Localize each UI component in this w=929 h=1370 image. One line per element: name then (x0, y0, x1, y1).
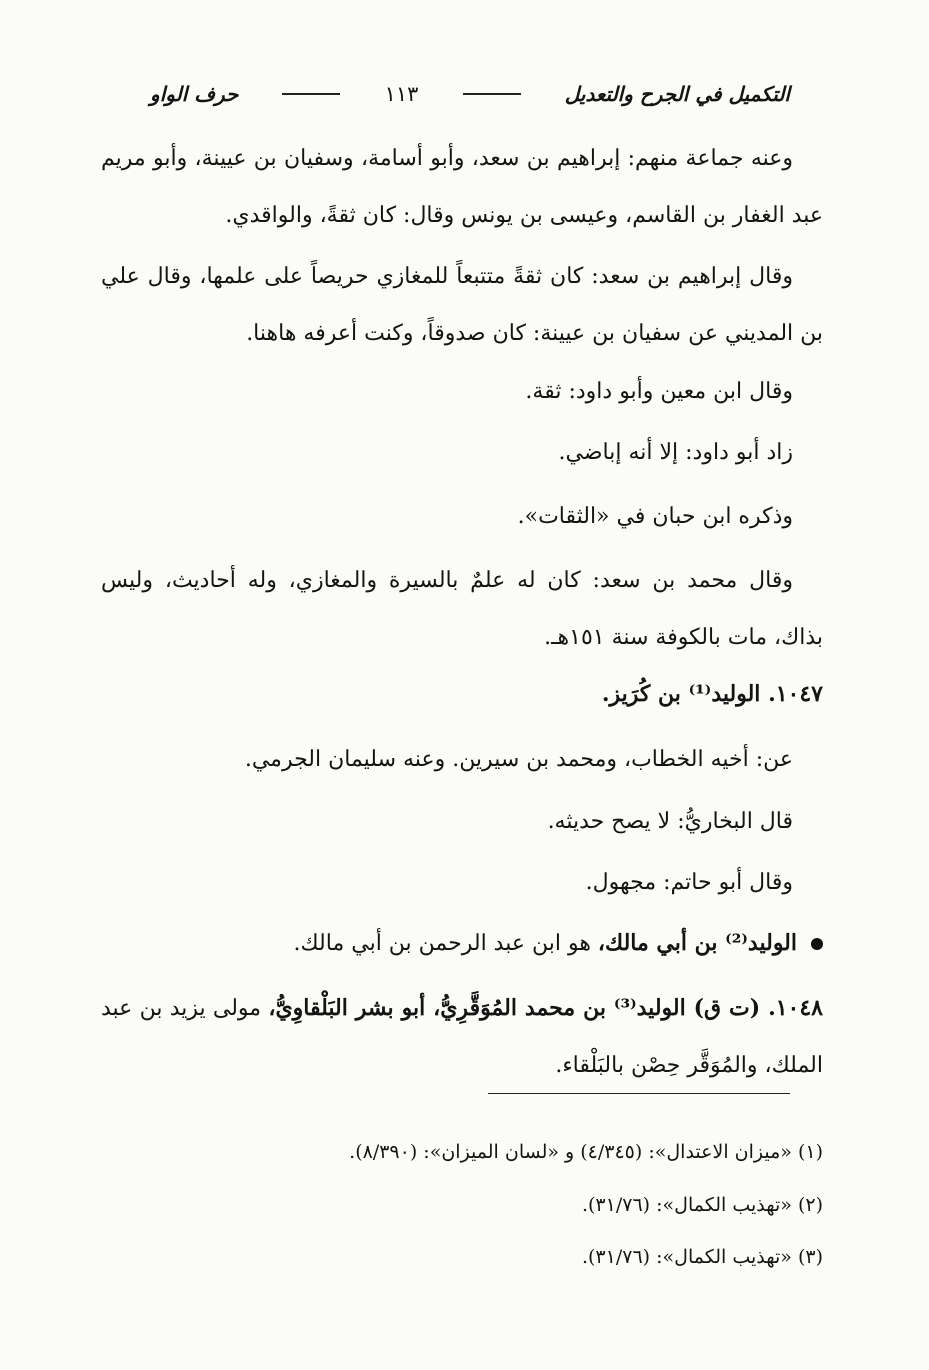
entry-1047-line-2 (101, 793, 823, 850)
book-title: التكميل في الجرح والتعديل (564, 82, 790, 106)
paragraph-content: وقال محمد بن سعد: كان له علمٌ بالسيرة والمغازي، وله أحاديث، وليس بذاك، مات بالكوفة سنة ١٥١هـ. (101, 568, 823, 650)
paragraph-text (101, 552, 823, 666)
entry-1047-heading (101, 666, 823, 723)
paragraph-6 (101, 552, 823, 666)
bullet-text: هو ابن عبد الرحمن بن أبي مالك. (293, 931, 598, 956)
footnote-1: (١) «ميزان الاعتدال»: (٤/٣٤٥) و «لسان الميزان»: (٨/٣٩٠). (349, 1141, 823, 1163)
entry-paragraph (101, 980, 823, 1094)
bullet-entry (101, 915, 823, 972)
bullet-title: الوليد⁽²⁾ بن أبي مالك، (597, 930, 797, 956)
bullet-icon (811, 938, 823, 950)
entry-text: مولى يزيد بن عبد الملك، والمُوَقَّر حِصْن بالبَلْقاء. (101, 996, 823, 1078)
entry-heading: ١٠٤٧. الوليد⁽¹⁾ بن كُرَيز. (601, 681, 823, 707)
paragraph-2 (101, 248, 823, 362)
entry-1047-line-3 (101, 854, 823, 911)
paragraph-content: وقال إبراهيم بن سعد: كان ثقةً متتبعاً للمغازي حريصاً على علمها، وقال علي بن المديني عن سفيان بن عيينة: كان صدوقاً، وكنت أعرفه هاهنا. (101, 264, 823, 346)
footnote-3: (٣) «تهذيب الكمال»: (٣١/٧٦). (581, 1246, 823, 1268)
text-line: وقال ابن معين وأبو داود: ثقة. (525, 379, 793, 404)
running-header (150, 76, 790, 112)
footnote-separator (488, 1093, 790, 1094)
entry-1047-line-1 (101, 731, 823, 788)
line-4 (101, 424, 823, 481)
paragraph-1 (101, 130, 823, 244)
text-line: وقال أبو حاتم: مجهول. (585, 870, 793, 895)
footnote-2: (٢) «تهذيب الكمال»: (٣١/٧٦). (581, 1194, 823, 1216)
paragraph-text (101, 130, 823, 244)
paragraph-text (101, 248, 823, 362)
text-line: عن: أخيه الخطاب، ومحمد بن سيرين. وعنه سليمان الجرمي. (244, 747, 793, 772)
line-3 (101, 363, 823, 420)
text-line: قال البخاريُّ: لا يصح حديثه. (547, 809, 793, 834)
header-dash (282, 93, 340, 95)
page-number: ١١٣ (384, 82, 419, 106)
text-line: زاد أبو داود: إلا أنه إباضي. (558, 440, 793, 465)
entry-1048 (101, 980, 823, 1094)
header-dash (463, 93, 521, 95)
line-5 (101, 488, 823, 545)
bullet-line (101, 915, 823, 972)
text-line: وذكره ابن حبان في «الثقات». (517, 504, 793, 529)
section-title: حرف الواو (150, 82, 239, 106)
paragraph-content: وعنه جماعة منهم: إبراهيم بن سعد، وأبو أسامة، وسفيان بن عيينة، وأبو مريم عبد الغفار بن القاسم، وعيسى بن يونس وقال: كان ثقةً، والواقدي. (101, 146, 823, 228)
entry-heading: ١٠٤٨. (ت ق) الوليد⁽³⁾ بن محمد المُوَقَّرِيُّ، أبو بشر البَلْقاوِيُّ، (268, 995, 823, 1021)
